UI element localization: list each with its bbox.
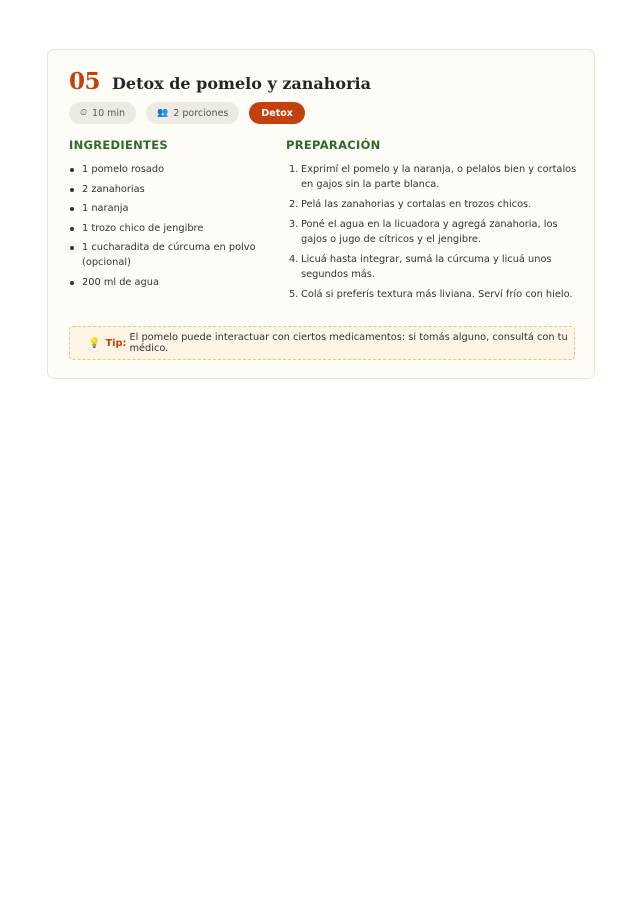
lightbulb-icon: 💡 [88, 337, 101, 349]
preparation-step [286, 197, 578, 212]
tip-label: Tip: [105, 337, 127, 349]
servings-pill [146, 102, 239, 124]
category-tag[interactable]: Detox [249, 102, 305, 124]
tip-box [69, 326, 575, 360]
ingredient-item: 1 cucharadita de cúrcuma en polvo (opcional) [69, 240, 264, 270]
recipe-meta [69, 102, 305, 124]
step-text: Pelá las zanahorias y cortalas en trozos chicos. [301, 199, 532, 210]
preparation-step [286, 287, 578, 302]
ingredients-list [69, 162, 264, 290]
step-text: Licuá hasta integrar, sumá la cúrcuma y licuá unos segundos más. [301, 254, 552, 280]
recipe-title: Detox de pomelo y zanahoria [112, 74, 371, 93]
servings-value: 2 porciones [173, 107, 229, 119]
step-text: Poné el agua en la licuadora y agregá zanahoria, los gajos o jugo de cítricos y el jengibre. [301, 219, 558, 245]
ingredient-item: 1 naranja [69, 201, 264, 216]
recipe-header [69, 68, 371, 95]
ingredient-item: 1 trozo chico de jengibre [69, 221, 264, 236]
preparation-step [286, 162, 578, 192]
time-pill [69, 102, 136, 124]
step-text: Colá si preferís textura más liviana. Serví frío con hielo. [301, 289, 573, 300]
people-icon: 👥 [157, 108, 169, 118]
ingredients-heading: INGREDIENTES [69, 138, 168, 152]
recipe-number: 05 [69, 68, 101, 95]
step-number: 3. [289, 219, 299, 230]
time-value: 10 min [92, 107, 126, 119]
ingredient-item: 1 pomelo rosado [69, 162, 264, 177]
step-number: 5. [289, 289, 299, 300]
timer-icon: ⏲ [80, 108, 88, 118]
ingredients-section [69, 138, 264, 294]
step-number: 1. [289, 164, 299, 175]
preparation-step [286, 217, 578, 247]
preparation-step [286, 252, 578, 282]
preparation-section [286, 138, 578, 307]
ingredient-item: 2 zanahorias [69, 182, 264, 197]
step-number: 2. [289, 199, 299, 210]
step-text: Exprimí el pomelo y la naranja, o pelalos bien y cortalos en gajos sin la parte blanca. [301, 164, 577, 190]
ingredient-item: 200 ml de agua [69, 275, 264, 290]
step-number: 4. [289, 254, 299, 265]
preparation-heading: PREPARACIÓN [286, 138, 381, 152]
tip-text: El pomelo puede interactuar con ciertos medicamentos: si tomás alguno, consultá con tu médico. [129, 332, 568, 354]
preparation-steps [286, 162, 578, 302]
recipe-card [47, 49, 595, 379]
